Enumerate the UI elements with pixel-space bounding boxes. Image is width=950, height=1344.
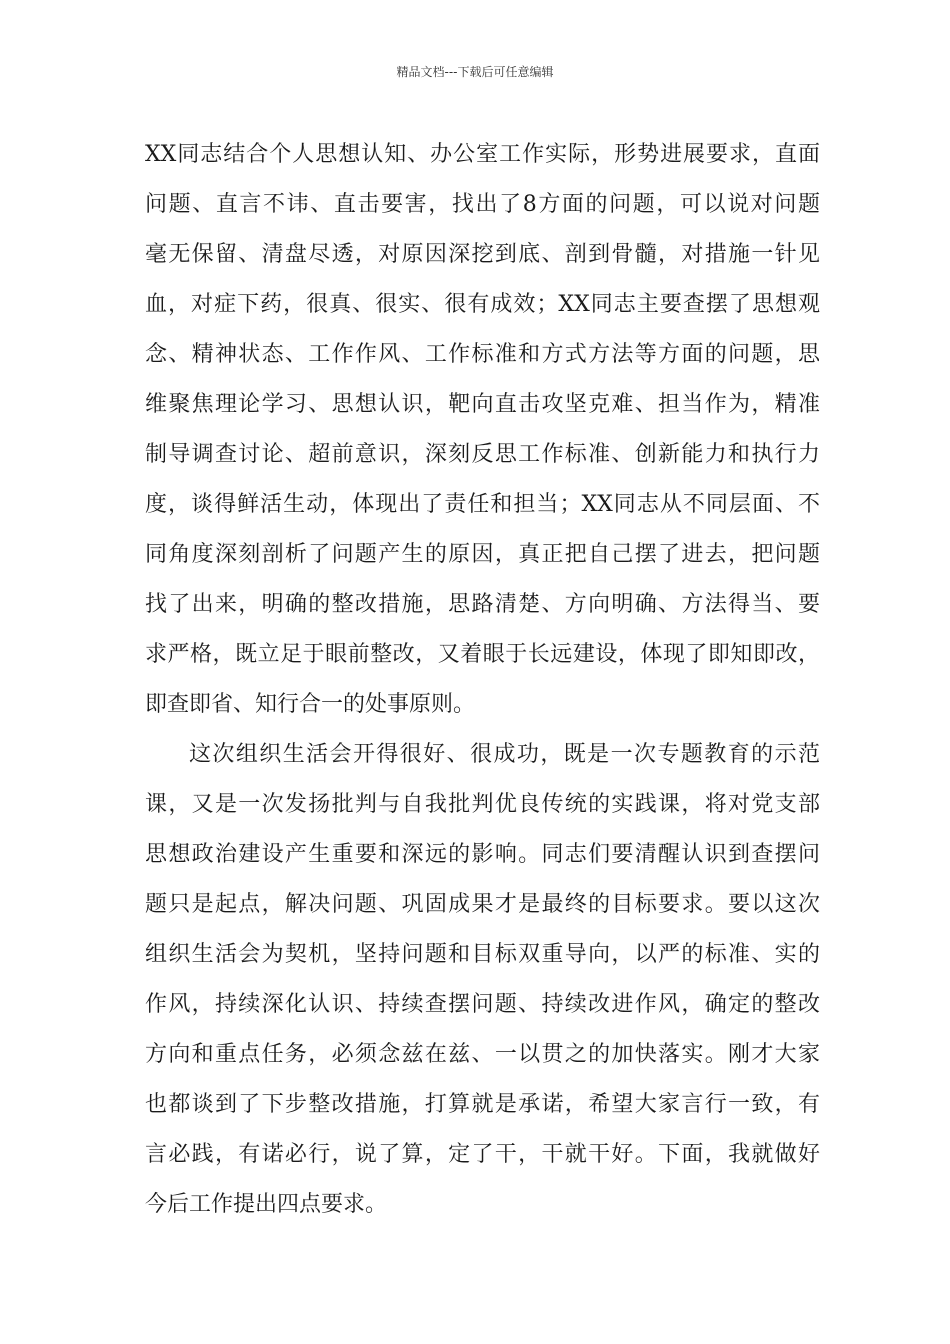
text-line: 今后工作提出四点要求。: [145, 1192, 388, 1217]
text-line: 课，又是一次发扬批判与自我批判优良传统的实践课，将对党支部: [145, 792, 820, 817]
paragraph-2: [145, 730, 820, 1230]
text-line: 毫无保留、清盘尽透，对原因深挖到底、剖到骨髓，对措施一针见: [145, 242, 820, 267]
text-line: 求严格，既立足于眼前整改，又着眼于长远建设，体现了即知即改，: [145, 642, 820, 667]
text-line: 组织生活会为契机，坚持问题和目标双重导向，以严的标准、实的: [145, 942, 820, 967]
text-line: 这次组织生活会开得很好、很成功，既是一次专题教育的示范: [189, 742, 820, 767]
document-body: [145, 130, 820, 1230]
text-line: 言必践，有诺必行，说了算，定了干，干就干好。下面，我就做好: [145, 1142, 820, 1167]
paragraph-1: [145, 130, 820, 730]
text-line: 思想政治建设产生重要和深远的影响。同志们要清醒认识到查摆问: [145, 842, 820, 867]
text-line: 问题、直言不讳、直击要害，找出了8方面的问题，可以说对问题: [145, 192, 820, 217]
text-line: 血，对症下药，很真、很实、很有成效；XX同志主要查摆了思想观: [145, 292, 820, 317]
text-line: 度，谈得鲜活生动，体现出了责任和担当；XX同志从不同层面、不: [145, 492, 820, 517]
text-line: 维聚焦理论学习、思想认识，靶向直击攻坚克难、担当作为，精准: [145, 392, 820, 417]
text-line: 同角度深刻剖析了问题产生的原因，真正把自己摆了进去，把问题: [145, 542, 820, 567]
text-line: 题只是起点，解决问题、巩固成果才是最终的目标要求。要以这次: [145, 892, 820, 917]
text-line: 即查即省、知行合一的处事原则。: [145, 692, 476, 717]
text-line: 念、精神状态、工作作风、工作标准和方式方法等方面的问题，思: [145, 342, 820, 367]
text-line: 作风，持续深化认识、持续查摆问题、持续改进作风，确定的整改: [145, 992, 820, 1017]
text-line: 也都谈到了下步整改措施，打算就是承诺，希望大家言行一致，有: [145, 1092, 820, 1117]
page-header: 精品文档---下载后可任意编辑: [396, 65, 554, 79]
text-line: 制导调查讨论、超前意识，深刻反思工作标准、创新能力和执行力: [145, 442, 820, 467]
text-line: 找了出来，明确的整改措施，思路清楚、方向明确、方法得当、要: [145, 592, 820, 617]
text-line: 方向和重点任务，必须念兹在兹、一以贯之的加快落实。刚才大家: [145, 1042, 820, 1067]
text-line: XX同志结合个人思想认知、办公室工作实际，形势进展要求，直面: [145, 142, 820, 167]
